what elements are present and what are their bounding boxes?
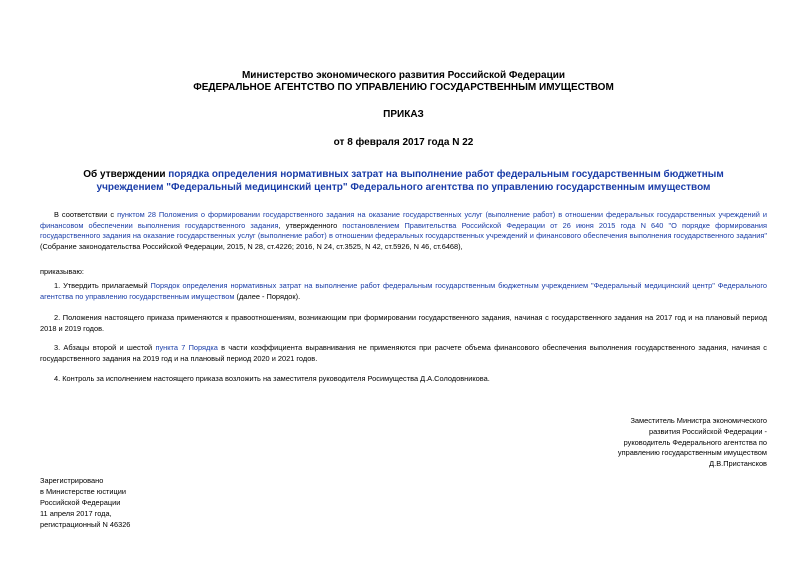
signature-name: Д.В.Пристансков [709,459,767,469]
item-1-text-1: 1. Утвердить прилагаемый [54,281,151,290]
registration-date: 11 апреля 2017 года, [40,509,112,518]
ministry-name: Министерство экономического развития Российской Федерации [241,70,566,81]
registration-line-1: Зарегистрировано [40,476,104,485]
signature-block [570,416,767,470]
signature-line-2: развития Российской Федерации - [648,426,767,436]
item-4 [40,374,767,385]
preamble-link-resolution[interactable]: постановлением Правительства Российской Федерации от 26 июня 2015 года N 640 "О порядке формирования государственного задания на оказание государственных услуг (выполнение работ) в отношении федеральных государственных учреждений и финансового обеспечения выполнения государственного задания" [40,220,767,241]
signature-line-1: Заместитель Министра экономического [630,416,767,425]
preamble-text-1: В соответствии с [54,210,118,219]
item-1 [40,281,767,302]
item-1-link-procedure[interactable]: Порядок определения нормативных затрат на выполнение работ федеральным государственным бюджетным учреждением "Федеральный медицинский центр" Федерального агентства по управлению государственным имуществом [40,281,767,301]
title-link[interactable]: порядка определения нормативных затрат на выполнение работ федеральным государственным бюджетным учреждением "Федеральный медицинский центр" Федерального агентства по управлению государственным имуществом [96,169,724,193]
registration-line-2: в Министерстве юстиции [40,487,127,496]
registration-line-3: Российской Федерации [40,498,121,507]
signature-line-4: управлению государственным имуществом [617,448,767,458]
document-date: от 8 февраля 2017 года N 22 [333,137,474,148]
item-3 [40,343,767,364]
item-2 [40,313,767,334]
preamble-text-2: , утвержденного [278,220,343,230]
item-4-text: 4. Контроль за исполнением настоящего приказа возложить на заместителя руководителя Росимущества Д.А.Солодовникова. [54,374,490,383]
registration-block [40,475,240,530]
item-1-text-2: (далее - Порядок). [234,291,301,301]
agency-name: ФЕДЕРАЛЬНОЕ АГЕНТСТВО ПО УПРАВЛЕНИЮ ГОСУДАРСТВЕННЫМ ИМУЩЕСТВОМ [193,82,614,93]
preamble-text-3: (Собрание законодательства Российской Федерации, 2015, N 28, ст.4226; 2016, N 24, ст.3525, N 42, ст.5926, N 46, ст.6468), [40,241,463,251]
registration-number: регистрационный N 46326 [40,520,131,529]
title-prefix: Об утверждении [83,169,169,180]
item-3-text-2: в части коэффициента выравнивания не применяются при расчете объема финансового обеспечения выполнения государственного задания, начиная с государственного задания на 2019 год и на плановый период 2020 и 2021 годов. [40,343,768,363]
item-3-link-clause[interactable]: пункта 7 Порядка [155,343,218,352]
document-type: ПРИКАЗ [383,109,424,120]
preamble-paragraph [40,210,767,252]
item-3-text-1: 3. Абзацы второй и шестой [54,343,156,352]
item-2-text: 2. Положения настоящего приказа применяются к правоотношениям, возникающим при формировании государственного задания, начиная с государственного задания на 2017 год и на плановый период 2018 и 2019 годов. [40,313,767,333]
preamble-link-regulation[interactable]: пунктом 28 Положения о формировании государственного задания на оказание государственных услуг (выполнение работ) в отношении федеральных государственных учреждений и финансовом обеспечении выполнения государственного задания [40,210,767,230]
signature-line-3: руководитель Федерального агентства по [623,437,767,447]
document-title [50,168,757,194]
order-word: приказываю: [40,267,84,276]
